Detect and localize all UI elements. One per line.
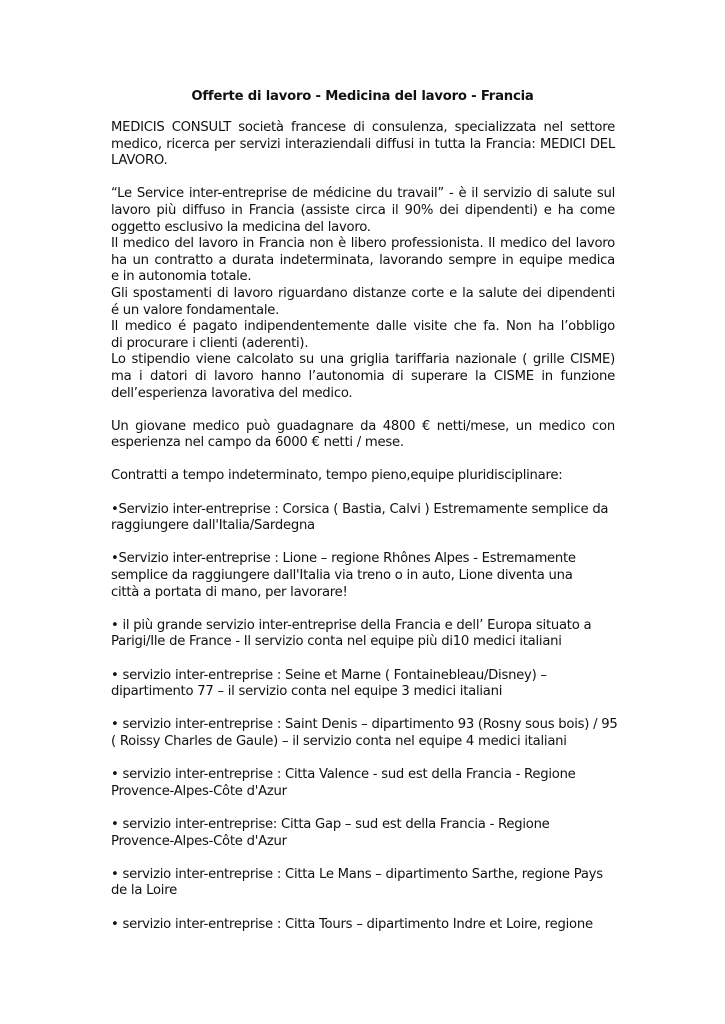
text-line: raggiungere dall'Italia/Sardegna	[111, 518, 315, 534]
text-line: di procurare i clienti (aderenti).	[111, 335, 309, 351]
text-line: •Servizio inter-entreprise : Corsica ( Bastia, Calvi ) Estremamente semplice da	[111, 501, 609, 517]
text-line: ma i datori di lavoro hanno l’autonomia di superare la CISME in funzione	[111, 368, 615, 384]
text-line: Il medico del lavoro in Francia non è libero professionista. Il medico del lavoro	[111, 236, 615, 252]
salary-paragraph	[111, 419, 615, 452]
service-item-le-mans	[111, 867, 615, 900]
text-line: • il più grande servizio inter-entreprise della Francia e dell’ Europa situato a	[111, 617, 592, 633]
text-line: città a portata di mano, per lavorare!	[111, 584, 348, 600]
text-line: semplice da raggiungere dall'Italia via treno o in auto, Lione diventa una	[111, 568, 573, 584]
document-body	[111, 120, 618, 950]
text-line: medico, ricerca per servizi interaziendali diffusi in tutta la Francia: MEDICI DEL	[111, 136, 615, 152]
service-item-lione	[111, 551, 615, 601]
text-line: de la Loire	[111, 883, 177, 899]
text-line: Gli spostamenti di lavoro riguardano distanze corte e la salute dei dipendenti	[111, 285, 615, 301]
text-line: Un giovane medico può guadagnare da 4800 € netti/mese, un medico con	[111, 418, 615, 434]
contracts-paragraph	[111, 468, 615, 485]
text-line: esperienza nel campo da 6000 € netti / mese.	[111, 435, 404, 451]
text-line: ( Roissy Charles de Gaule) – il servizio conta nel equipe 4 medici italiani	[111, 733, 567, 749]
text-line: “Le Service inter-entreprise de médicine du travail” - è il servizio di salute sul	[111, 186, 615, 202]
text-line: • servizio inter-entreprise : Seine et Marne ( Fontainebleau/Disney) –	[111, 667, 547, 683]
text-line: lavoro più diffuso in Francia (assiste circa il 90% dei dipendenti) e ha come	[111, 202, 615, 218]
text-line: Provence-Alpes-Côte d'Azur	[111, 833, 287, 849]
text-line: • servizio inter-entreprise: Citta Gap – sud est della Francia - Regione	[111, 816, 550, 832]
text-line: oggetto esclusivo la medicina del lavoro.	[111, 219, 371, 235]
text-line: • servizio inter-entreprise : Saint Denis – dipartimento 93 (Rosny sous bois) / 95	[111, 717, 618, 733]
text-line: ha un contratto a durata indeterminata, lavorando sempre in equipe medica	[111, 252, 615, 268]
text-line: • servizio inter-entreprise : Citta Valence - sud est della Francia - Regione	[111, 767, 576, 783]
service-item-parigi	[111, 618, 615, 651]
text-line: Contratti a tempo indeterminato, tempo pieno,equipe pluridisciplinare:	[111, 468, 563, 484]
service-item-corsica	[111, 502, 615, 535]
intro-paragraph	[111, 120, 615, 170]
service-item-saint-denis	[111, 717, 618, 750]
text-line: Lo stipendio viene calcolato su una griglia tariffaria nazionale ( grille CISME)	[111, 352, 615, 368]
text-line: • servizio inter-entreprise : Citta Tours – dipartimento Indre et Loire, regione	[111, 916, 593, 932]
text-line: é un valore fondamentale.	[111, 302, 280, 318]
text-line: LAVORO.	[111, 153, 168, 169]
service-description-paragraph	[111, 186, 615, 402]
text-line: Il medico é pagato indipendentemente dalle visite che fa. Non ha l’obbligo	[111, 319, 615, 335]
text-line: MEDICIS CONSULT società francese di consulenza, specializzata nel settore	[111, 120, 615, 135]
page-title: Offerte di lavoro - Medicina del lavoro - Francia	[191, 89, 534, 104]
service-item-seine-et-marne	[111, 668, 615, 701]
service-item-tours	[111, 917, 615, 934]
text-line: • servizio inter-entreprise : Citta Le Mans – dipartimento Sarthe, regione Pays	[111, 866, 603, 882]
text-line: •Servizio inter-entreprise : Lione – regione Rhônes Alpes - Estremamente	[111, 551, 576, 567]
text-line: Parigi/Ile de France - Il servizio conta nel equipe più di10 medici italiani	[111, 634, 562, 650]
text-line: dipartimento 77 – il servizio conta nel equipe 3 medici italiani	[111, 684, 503, 700]
service-item-gap	[111, 817, 615, 850]
text-line: Provence-Alpes-Côte d'Azur	[111, 783, 287, 799]
service-item-valence	[111, 767, 615, 800]
text-line: e in autonomia totale.	[111, 269, 252, 285]
text-line: dell’esperienza lavorativa del medico.	[111, 385, 353, 401]
